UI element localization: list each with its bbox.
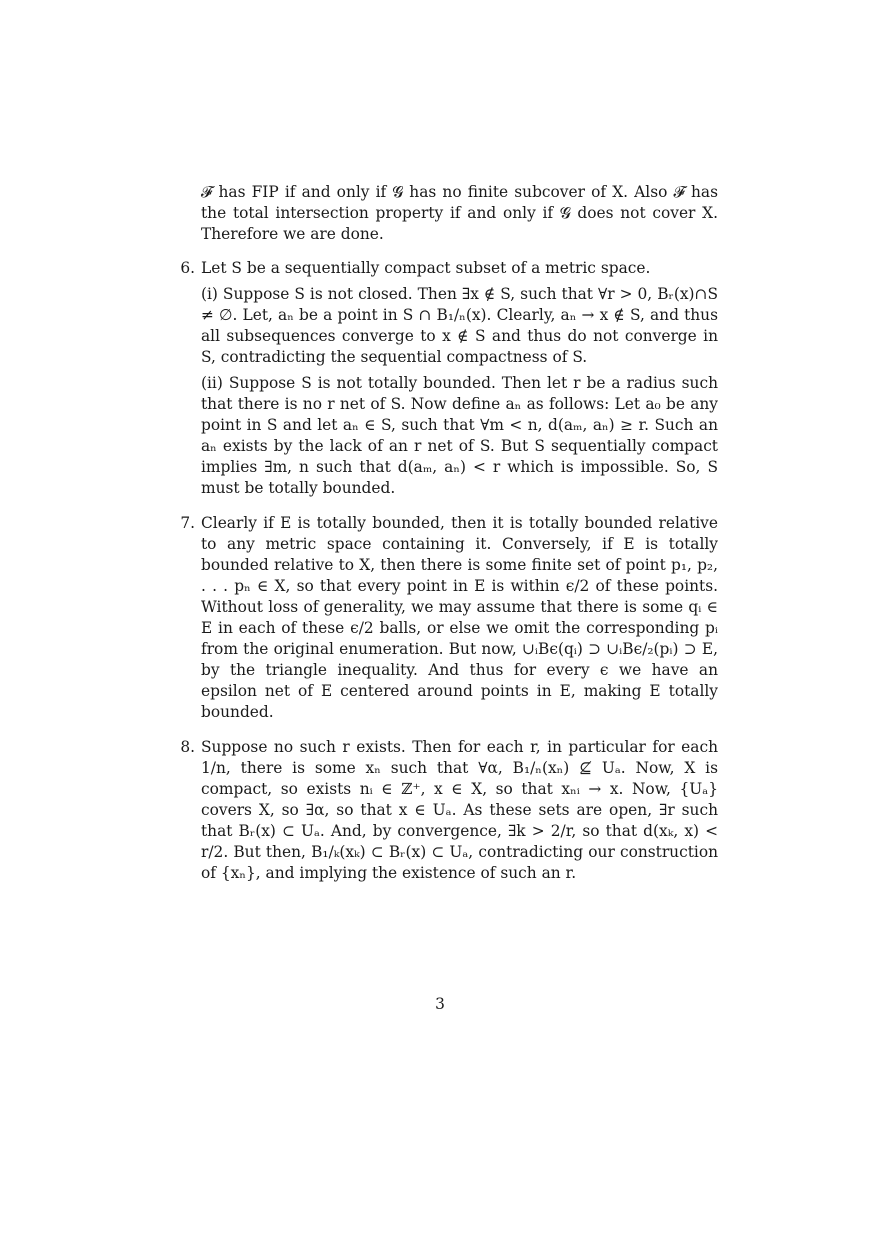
- item-number: 6.: [180, 259, 195, 277]
- list-item-6: [180, 258, 718, 499]
- item-6-part-i: (i) Suppose S is not closed. Then ∃x ∉ S, such that ∀r > 0, Bᵣ(x)∩S ≠ ∅. Let, aₙ be a point in S ∩ B₁/ₙ(x). Clearly, aₙ → x ∉ S, and thus all subsequences converge to x ∉ S and thus do not converge in S, contradicting the sequential compactness of S.: [201, 285, 718, 366]
- item-8-text: Suppose no such r exists. Then for each r, in particular for each 1/n, there is some xₙ such that ∀α, B₁/ₙ(xₙ) ⊈ Uₐ. Now, X is compact, so exists nᵢ ∈ ℤ⁺, x ∈ X, so that xₙᵢ → x. Now, {Uₐ} covers X, so ∃α, so that x ∈ Uₐ. As these sets are open, ∃r such that Bᵣ(x) ⊂ Uₐ. And, by convergence, ∃k > 2/r, so that d(xₖ, x) < r/2. But then, B₁/ₖ(xₖ) ⊂ Bᵣ(x) ⊂ Uₐ, contradicting our construction of {xₙ}, and implying the existence of such an r.: [201, 738, 718, 882]
- item-number: 8.: [180, 738, 195, 756]
- item-7-text: Clearly if E is totally bounded, then it is totally bounded relative to any metric space containing it. Conversely, if E is totally bounded relative to X, then there is some finite set of point p₁, p₂, . . . pₙ ∈ X, so that every point in E is within ϵ/2 of these points. Without loss of generality, we may assume that there is some qᵢ ∈ E in each of these ϵ/2 balls, or else we omit the corresponding pᵢ from the original enumeration. But now, ∪ᵢBϵ(qᵢ) ⊃ ∪ᵢBϵ/₂(pᵢ) ⊃ E, by the triangle inequality. And thus for every ϵ we have an epsilon net of E centered around points in E, making E totally bounded.: [201, 514, 718, 721]
- list-item-8: [180, 737, 718, 884]
- continuation-paragraph: 𝓕 has FIP if and only if 𝓖 has no finite subcover of X. Also 𝓕 has the total intersection property if and only if 𝓖 does not cover X. Therefore we are done.: [201, 183, 718, 243]
- list-item-7: [180, 513, 718, 723]
- body-text: [180, 182, 718, 898]
- page-number: 3: [435, 995, 445, 1013]
- item-6-intro: Let S be a sequentially compact subset of a metric space.: [201, 259, 651, 277]
- item-6-part-ii: (ii) Suppose S is not totally bounded. Then let r be a radius such that there is no r net of S. Now define aₙ as follows: Let a₀ be any point in S and let aₙ ∈ S, such that ∀m < n, d(aₘ, aₙ) ≥ r. Such an aₙ exists by the lack of an r net of S. But S sequentially compact implies ∃m, n such that d(aₘ, aₙ) < r which is impossible. So, S must be totally bounded.: [201, 374, 718, 497]
- item-number: 7.: [180, 514, 195, 532]
